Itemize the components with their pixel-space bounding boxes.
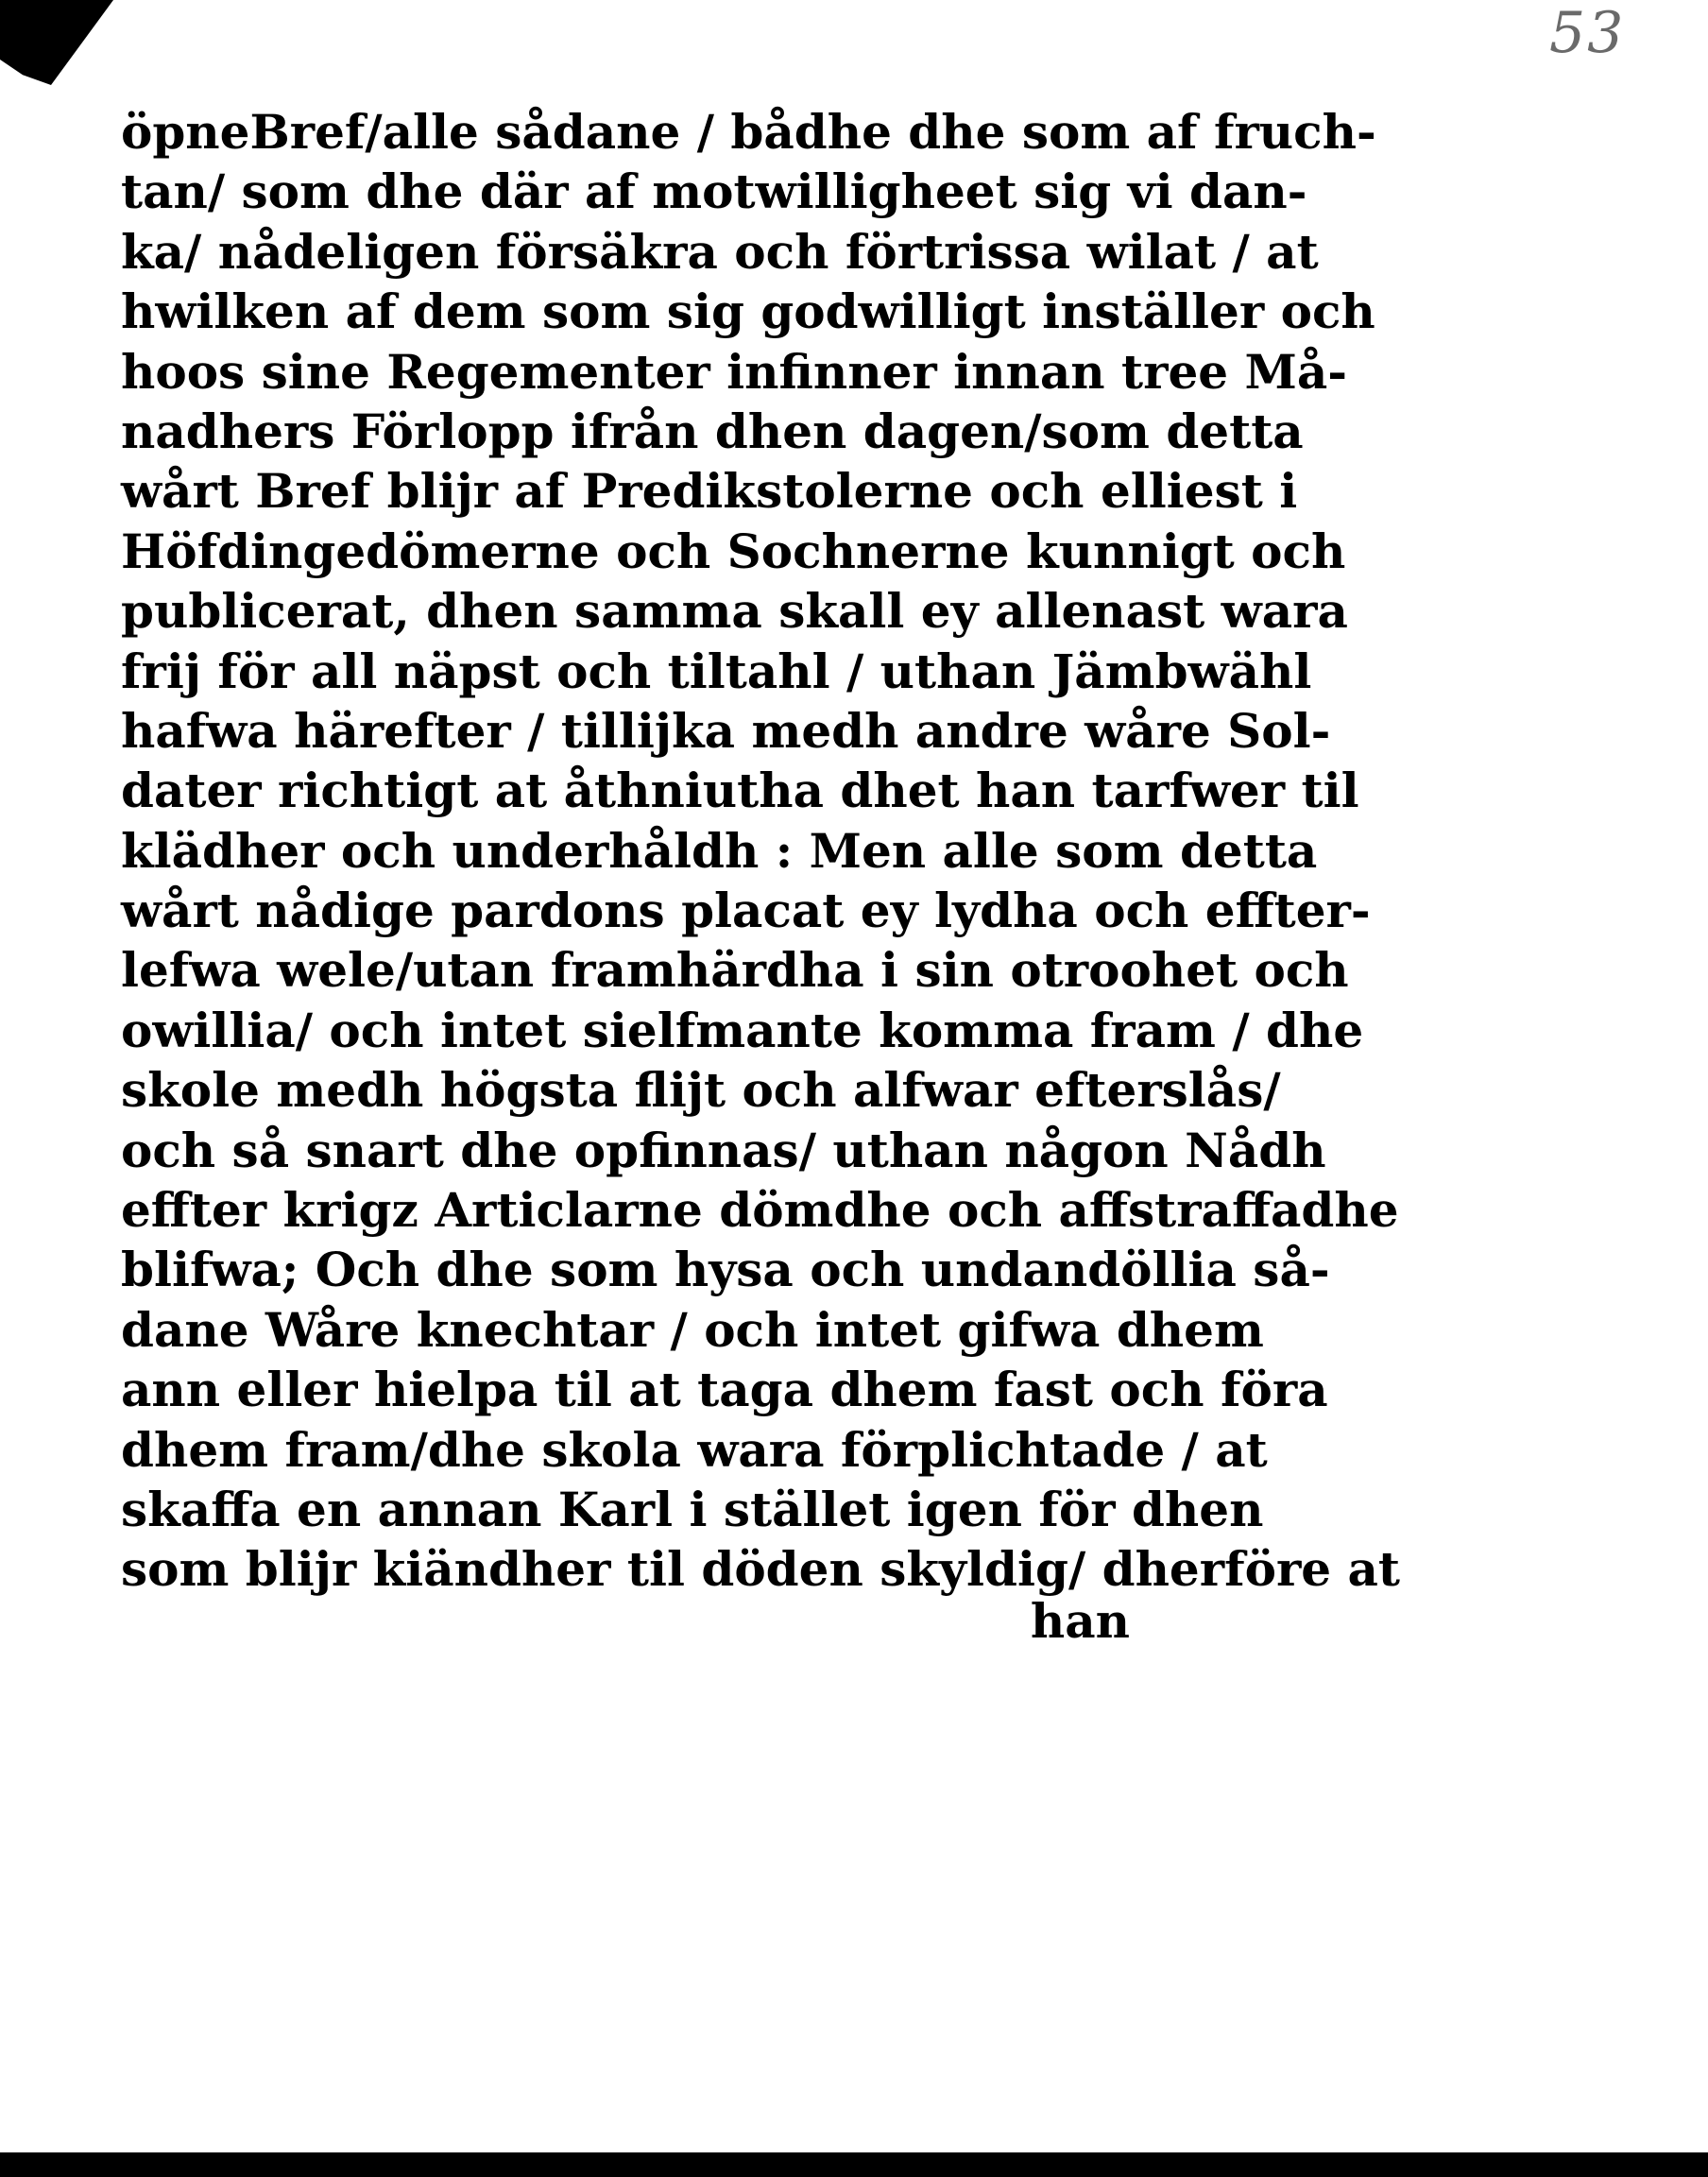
catchword: han — [1030, 1593, 1130, 1649]
text-line: ka/ nådeligen försäkra och förtrissa wilat / at — [121, 223, 1319, 280]
text-line: hoos sine Regementer infinner innan tree Må- — [121, 343, 1347, 400]
text-line: hafwa härefter / tillijka medh andre wåre Sol- — [121, 702, 1331, 759]
text-line: dane Wåre knechtar / och intet gifwa dhem — [121, 1301, 1264, 1358]
text-line: skole medh högsta flijt och alfwar efterslås/ — [121, 1062, 1281, 1119]
corner-ink-blot — [0, 0, 113, 85]
text-line: lefwa wele/utan framhärdha i sin otroohet och — [121, 942, 1349, 999]
text-line: wårt nådige pardons placat ey lydha och effter- — [121, 883, 1371, 939]
text-line: Höfdingedömerne och Sochnerne kunnigt och — [121, 523, 1346, 579]
text-line: wårt Bref blijr af Predikstolerne och elliest i — [121, 463, 1298, 520]
text-line: effter krigz Articlarne dömdhe och affstraffadhe — [121, 1182, 1399, 1239]
text-line: tan/ som dhe där af motwilligheet sig vi dan- — [121, 163, 1307, 220]
text-line: ann eller hielpa til at taga dhem fast och föra — [121, 1362, 1328, 1418]
text-line: hwilken af dem som sig godwilligt inställer och — [121, 283, 1375, 340]
text-line: dhem fram/dhe skola wara förplichtade / at — [121, 1421, 1268, 1478]
text-line: öpneBref/alle sådane / bådhe dhe som af fruch- — [121, 104, 1376, 160]
text-line: som blijr kiändher til döden skyldig/ dherföre at — [121, 1541, 1401, 1598]
text-line: blifwa; Och dhe som hysa och undandöllia så- — [121, 1242, 1330, 1298]
text-line: owillia/ och intet sielfmante komma fram / dhe — [121, 1002, 1364, 1058]
scan-bottom-edge — [0, 2152, 1708, 2177]
text-line: skaffa en annan Karl i stället igen för dhen — [121, 1481, 1264, 1537]
text-line: dater richtigt at åthniutha dhet han tarfwer til — [121, 763, 1359, 819]
text-line: och så snart dhe opfinnas/ uthan någon Nådh — [121, 1122, 1326, 1178]
text-line: frij för all näpst och tiltahl / uthan Jämbwähl — [121, 643, 1312, 699]
page-number: 53 — [1549, 0, 1626, 66]
text-line: klädher och underhåldh : Men alle som detta — [121, 822, 1318, 879]
text-line: publicerat, dhen samma skall ey allenast wara — [121, 583, 1348, 640]
text-line: nadhers Förlopp ifrån dhen dagen/som detta — [121, 403, 1304, 459]
body-text — [121, 102, 1401, 1600]
